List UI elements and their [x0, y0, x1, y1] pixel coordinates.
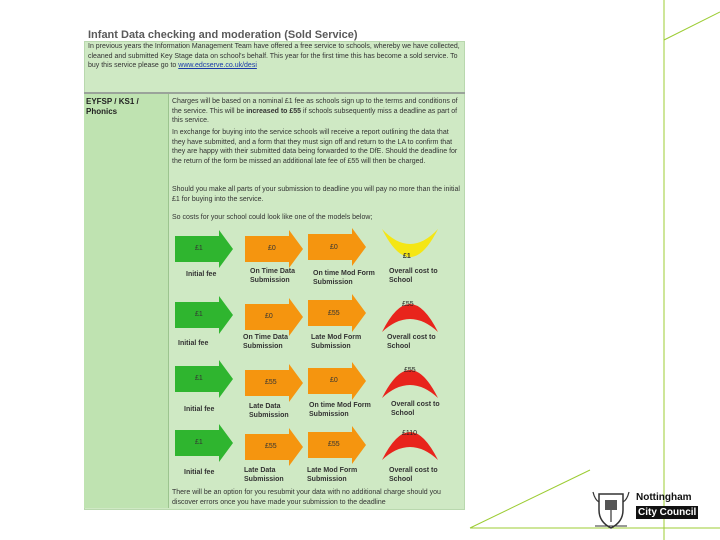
intro-body: In previous years the Information Management Team have offered a free service to schools, whereby we have collected, cleaned and submitted Key Stage data on school's behalf. This year for the first time this has become a sold service. To buy this service please go to [88, 43, 460, 69]
charges-paragraph [172, 97, 460, 126]
step-label: Overall cost to School [389, 467, 438, 483]
total-value: £55 [404, 367, 416, 374]
arrow-orange [245, 298, 305, 336]
arrow-green [175, 360, 235, 398]
moon-red [380, 358, 440, 402]
step-label: Initial fee [184, 469, 215, 476]
arrow-value: £55 [328, 310, 340, 317]
intro-text [88, 42, 460, 71]
step-label: Overall cost to School [391, 401, 440, 417]
coat-of-arms-icon [591, 488, 631, 530]
arrow-value: £1 [195, 375, 203, 382]
arrow-value: £1 [195, 311, 203, 318]
logo-line-2: City Council [638, 507, 697, 518]
logo-line-1: Nottingham [636, 492, 692, 503]
step-label: Late Data Submission [249, 403, 289, 419]
arrow-value: £0 [268, 245, 276, 252]
moon-yellow [380, 225, 440, 271]
step-label: Late Mod Form Submission [311, 334, 362, 350]
row-heading-column [84, 94, 169, 508]
exchange-paragraph: In exchange for buying into the service schools will receive a report outlining the data that they have submitted, and a form that they must sign off and return to the LA to confirm that they are happy with their submitted data being forwarded to the DfE. Should the deadline for the return of the form be missed an additional late fee of £55 will then be charged. [172, 129, 458, 165]
service-link[interactable]: www.edcserve.co.uk/desi [178, 62, 257, 69]
moon-red [380, 292, 440, 336]
row-heading: EYFSP / KS1 / Phonics [86, 97, 139, 116]
arrow-value: £1 [195, 439, 203, 446]
moon-red [380, 420, 440, 464]
deadline-paragraph: Should you make all parts of your submission to deadline you will pay no more than the initial £1 for buying into the service. [172, 186, 460, 203]
arrow-value: £0 [265, 313, 273, 320]
charges-text-1: Charges will be based on a nominal £1 fee as schools sign up to the terms and conditions of the service. This will be [172, 98, 458, 115]
models-intro: So costs for your school could look like one of the models below; [172, 214, 373, 221]
page-title: Infant Data checking and moderation (Sold Service) [88, 29, 358, 41]
charges-bold: increased to £55 [246, 107, 302, 115]
step-label: Initial fee [178, 340, 209, 347]
step-label: On Time Data Submission [243, 334, 288, 350]
charges-text-2: if schools subsequently miss a deadline as part of this service. [172, 107, 458, 124]
step-label: Late Data Submission [244, 467, 284, 483]
arrow-value: £0 [330, 244, 338, 251]
arrow-value: £1 [195, 245, 203, 252]
step-label: Overall cost to School [389, 268, 438, 284]
arrow-green [175, 230, 235, 268]
step-label: Initial fee [186, 271, 217, 278]
arrow-value: £55 [265, 443, 277, 450]
footer-note: There will be an option for you resubmit your data with no additional charge should you discover errors once you have made your submission to the deadline [172, 489, 441, 506]
arrow-value: £55 [328, 441, 340, 448]
step-label: On Time Data Submission [250, 268, 295, 284]
step-label: Late Mod Form Submission [307, 467, 358, 483]
arrow-value: £0 [330, 377, 338, 384]
step-label: Overall cost to School [387, 334, 436, 350]
arrow-green [175, 296, 235, 334]
step-label: On time Mod Form Submission [309, 402, 371, 418]
arrow-orange [308, 228, 368, 266]
arrow-value: £55 [265, 379, 277, 386]
total-value: £1 [403, 253, 411, 260]
total-value: £55 [402, 301, 414, 308]
council-logo [636, 491, 698, 519]
total-value: £110 [402, 430, 418, 437]
step-label: On time Mod Form Submission [313, 270, 375, 286]
arrow-green [175, 424, 235, 462]
step-label: Initial fee [184, 406, 215, 413]
arrow-orange [308, 362, 368, 400]
